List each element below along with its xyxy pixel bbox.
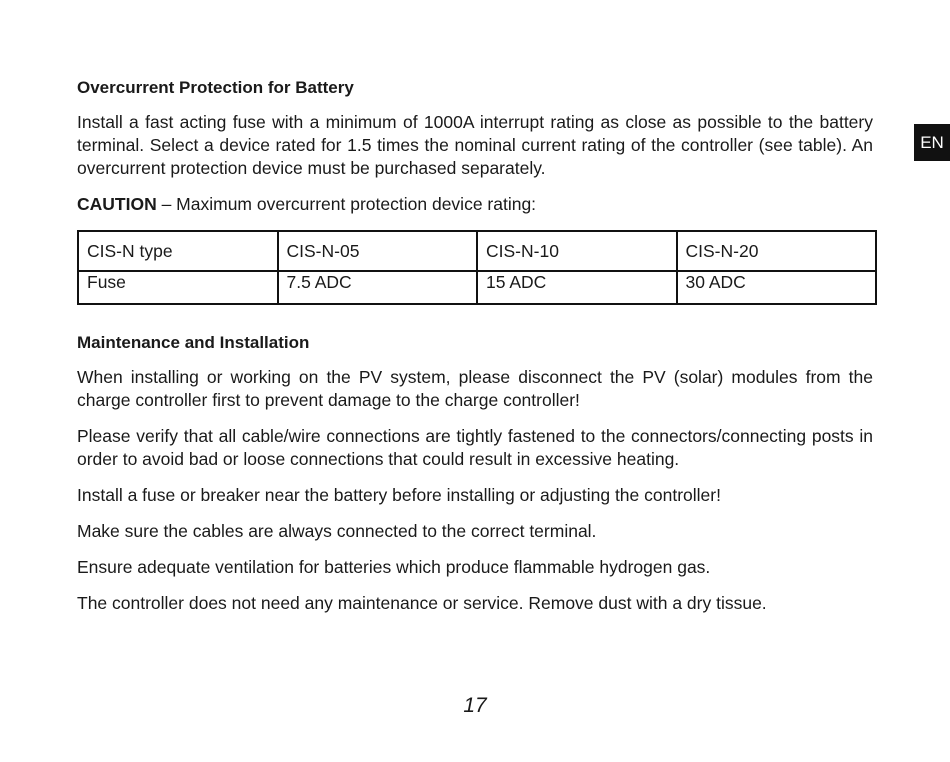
table-cell: CIS-N-10 (477, 231, 677, 271)
language-tab: EN (914, 124, 950, 161)
table-cell: 30 ADC (677, 271, 877, 304)
maintenance-paragraph: The controller does not need any maintenance or service. Remove dust with a dry tissue. (77, 593, 767, 613)
maintenance-paragraph: When installing or working on the PV system, please disconnect the PV (solar) modules from the charge controller first to prevent damage to the charge controller! (77, 367, 873, 410)
table-cell: Fuse (78, 271, 278, 304)
table-cell: 15 ADC (477, 271, 677, 304)
caution-text: – Maximum overcurrent protection device rating: (156, 194, 537, 214)
table-cell: CIS-N-05 (278, 231, 478, 271)
table-cell: CIS-N type (78, 231, 278, 271)
fuse-rating-table (77, 230, 877, 305)
maintenance-paragraph: Make sure the cables are always connected to the correct terminal. (77, 521, 597, 541)
maintenance-paragraph: Please verify that all cable/wire connections are tightly fastened to the connectors/connecting posts in order to avoid bad or loose connections that could result in excessive heating. (77, 426, 873, 469)
maintenance-paragraph: Install a fuse or breaker near the battery before installing or adjusting the controller! (77, 485, 721, 505)
caution-line (77, 193, 873, 216)
page-number: 17 (463, 694, 487, 717)
document-body (77, 76, 873, 628)
table-row (78, 271, 876, 304)
section-heading-maintenance: Maintenance and Installation (77, 333, 310, 352)
maintenance-paragraph: Ensure adequate ventilation for batteries which produce flammable hydrogen gas. (77, 557, 711, 577)
table-row (78, 231, 876, 271)
caution-label: CAUTION (77, 194, 157, 214)
overcurrent-paragraph: Install a fast acting fuse with a minimum of 1000A interrupt rating as close as possible to the battery terminal. Select a device rated for 1.5 times the nominal current rating of the controller (see table). An overcurrent protection device must be purchased separately. (77, 112, 873, 178)
section-heading-overcurrent: Overcurrent Protection for Battery (77, 78, 354, 97)
table-cell: 7.5 ADC (278, 271, 478, 304)
table-cell: CIS-N-20 (677, 231, 877, 271)
